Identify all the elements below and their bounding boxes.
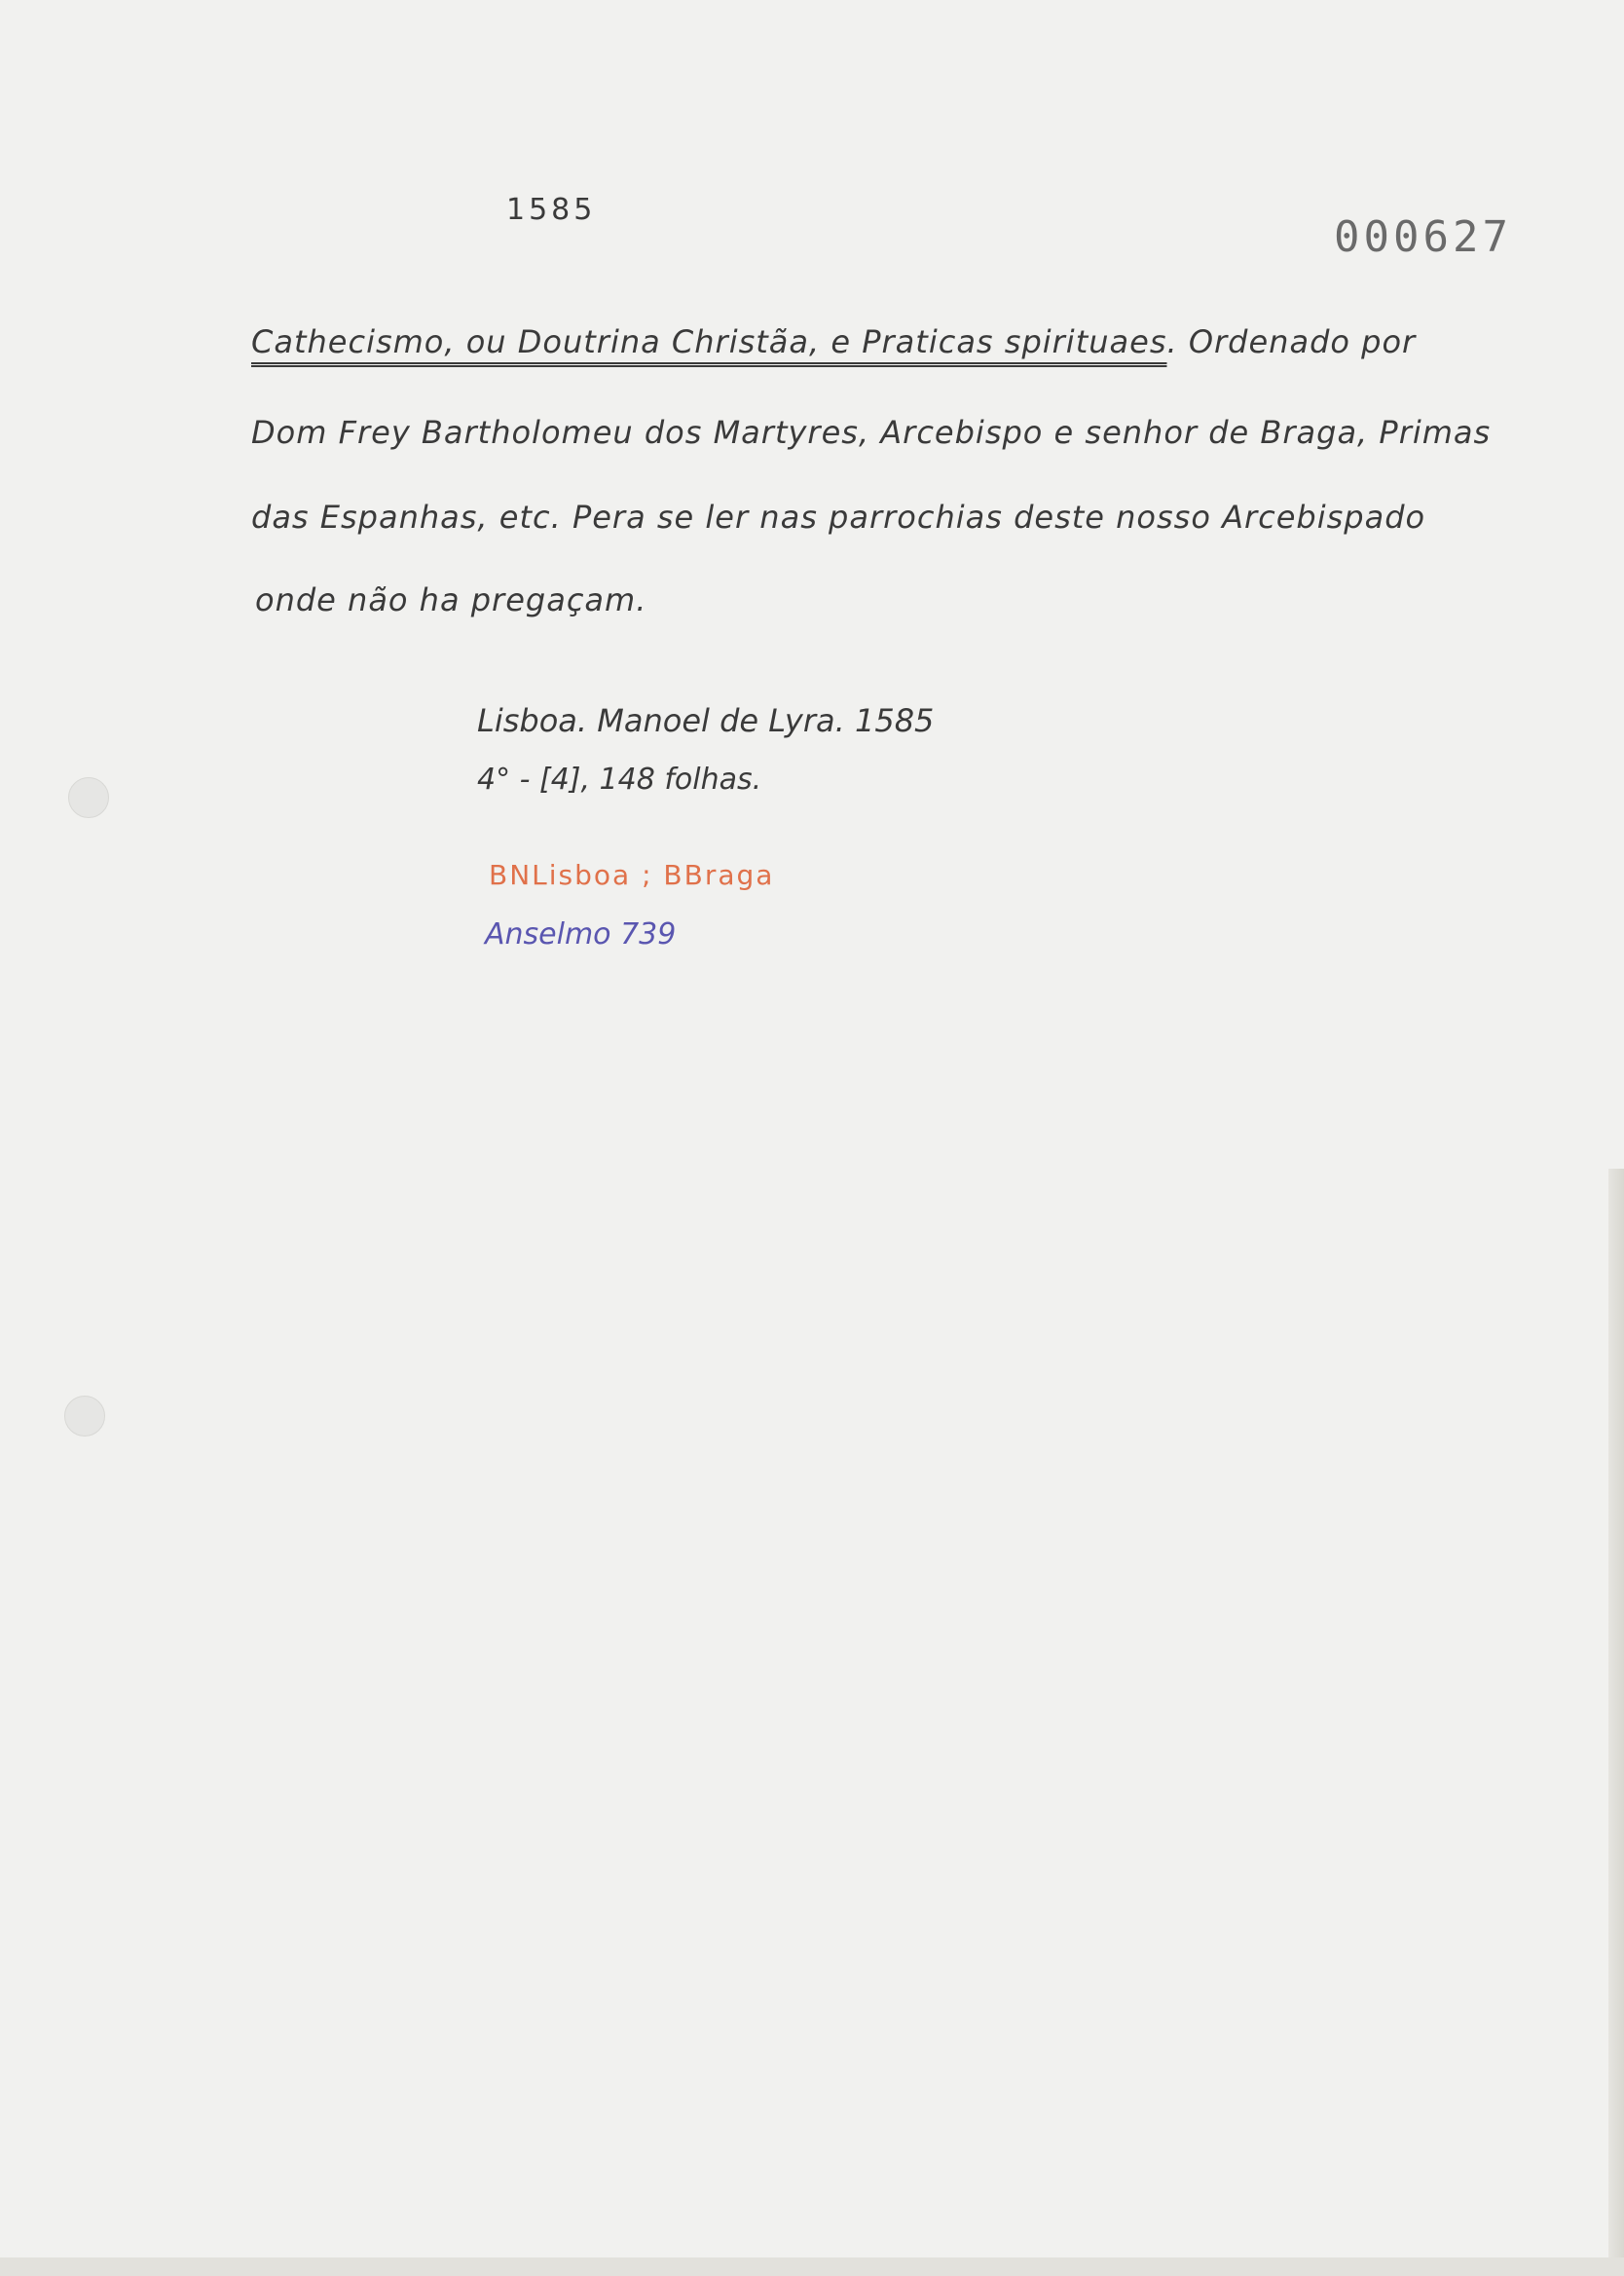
description-line-4: onde não ha pregaçam. xyxy=(255,581,647,618)
description-line-2: Dom Frey Bartholomeu dos Martyres, Arcebispo e senhor de Braga, Primas xyxy=(251,414,1492,451)
paper-edge-right xyxy=(1608,1169,1624,2276)
paper-edge-bottom xyxy=(0,2257,1624,2276)
title-continuation: . Ordenado por xyxy=(1166,323,1417,360)
punch-hole-lower xyxy=(64,1396,105,1436)
description-line-1 xyxy=(251,323,1416,360)
holding-libraries: BNLisboa ; BBraga xyxy=(489,859,775,891)
imprint: Lisboa. Manoel de Lyra. 1585 xyxy=(477,702,935,739)
book-title: Cathecismo, ou Doutrina Christãa, e Praticas spirituaes xyxy=(251,323,1167,360)
description-line-3: das Espanhas, etc. Pera se ler nas parrochias deste nosso Arcebispado xyxy=(251,499,1426,536)
collation: 4° - [4], 148 folhas. xyxy=(477,763,762,797)
bibliographic-reference: Anselmo 739 xyxy=(485,917,677,951)
punch-hole-upper xyxy=(68,777,109,818)
year: 1585 xyxy=(506,193,597,227)
reference-number: 000627 xyxy=(1334,212,1512,262)
